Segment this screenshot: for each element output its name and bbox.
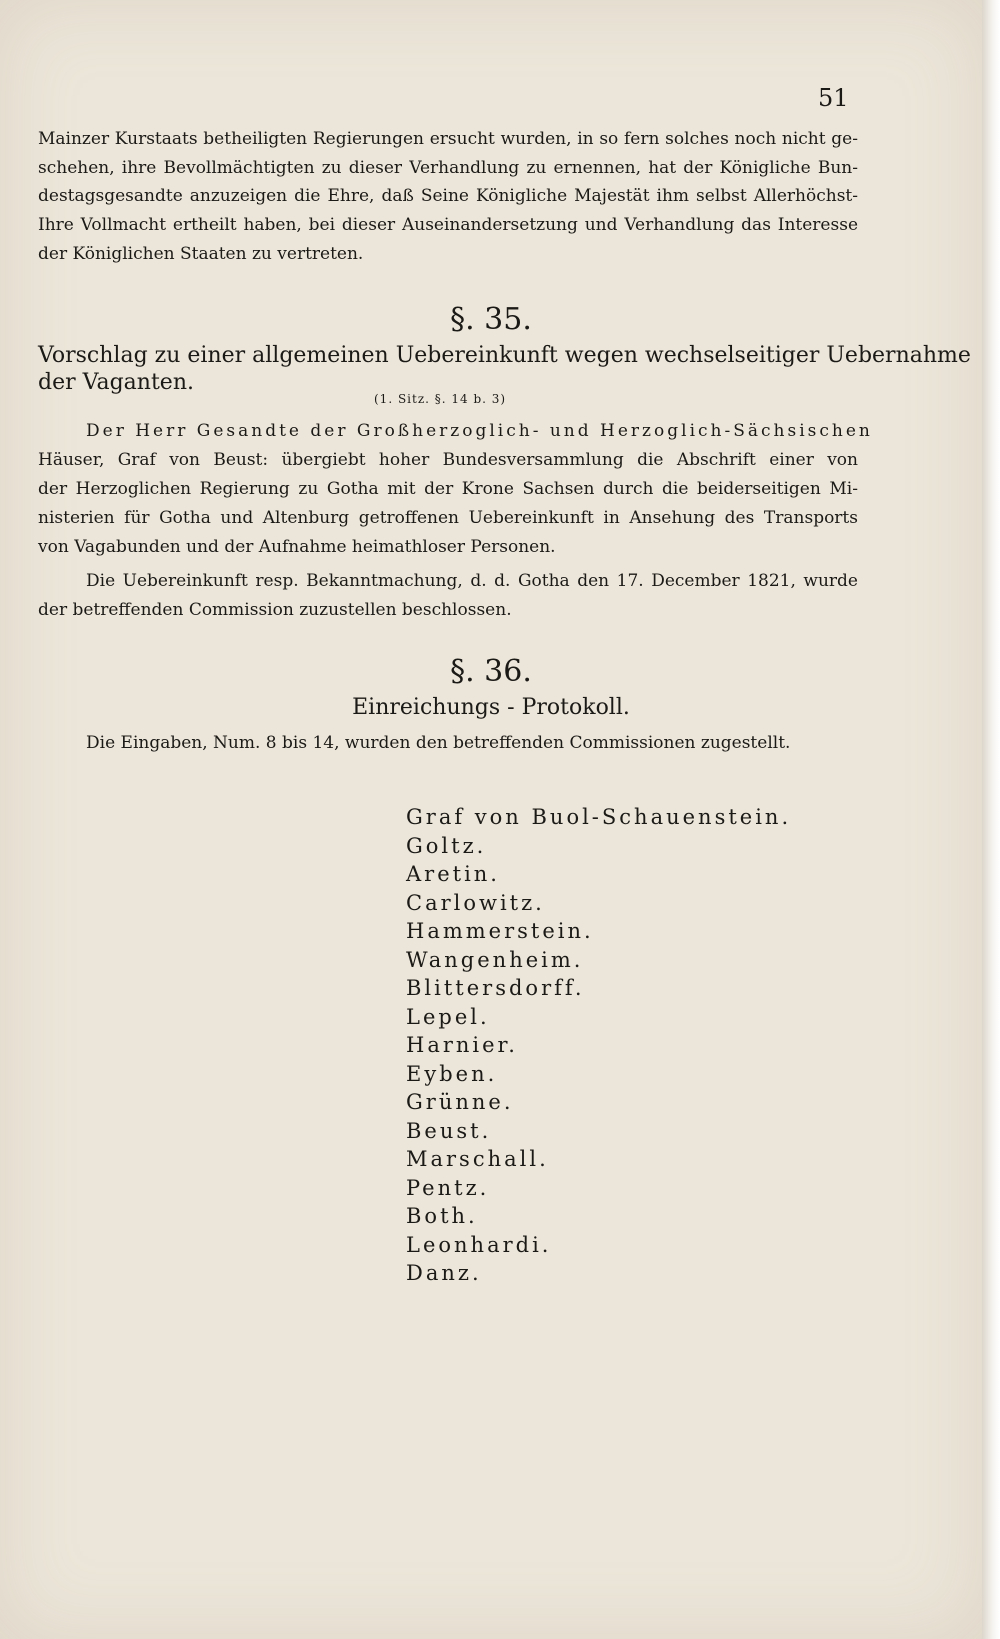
section-35-body-line-5: von Vagabunden und der Aufnahme heimathloser Personen. bbox=[38, 537, 556, 557]
intro-line-1: Mainzer Kurstaats betheiligten Regierungen ersucht wurden, in so fern solches noch nicht ge- bbox=[38, 129, 858, 149]
intro-line-3: destagsgesandte anzuzeigen die Ehre, daß Seine Königliche Majestät ihm selbst Allerhöchst- bbox=[38, 186, 858, 206]
signatory-name: Marschall. bbox=[406, 1147, 549, 1171]
signatory-list bbox=[406, 803, 791, 1288]
signatory-name: Graf von Buol-Schauenstein. bbox=[406, 805, 792, 829]
section-35-resolution-line-2: der betreffenden Commission zuzustellen beschlossen. bbox=[38, 600, 512, 620]
signatory-name: Lepel. bbox=[406, 1004, 490, 1029]
page-edge bbox=[982, 0, 1000, 1639]
section-35-resolution-line-1: Die Uebereinkunft resp. Bekanntmachung, d. d. Gotha den 17. December 1821, wurde bbox=[86, 571, 858, 591]
signatory-name: Pentz. bbox=[406, 1175, 490, 1200]
signatory-name: Wangenheim. bbox=[406, 947, 584, 972]
signatory-name: Leonhardi. bbox=[406, 1232, 552, 1257]
section-36-body: Die Eingaben, Num. 8 bis 14, wurden den betreffenden Commissionen zugestellt. bbox=[86, 733, 791, 753]
intro-line-4: Ihre Vollmacht ertheilt haben, bei dieser Auseinandersetzung und Verhandlung das Interesse bbox=[38, 215, 858, 235]
signatory-name: Beust. bbox=[406, 1118, 492, 1143]
signatory-name: Eyben. bbox=[406, 1061, 498, 1086]
section-35-body-line-1: Der Herr Gesandte der Großherzoglich- und Herzoglich-Sächsischen bbox=[86, 421, 873, 441]
signatory-name: Harnier. bbox=[406, 1033, 518, 1057]
signatory-name: Grünne. bbox=[406, 1090, 514, 1114]
signatory-name: Carlowitz. bbox=[406, 890, 545, 915]
section-35-heading: §. 35. bbox=[450, 302, 532, 337]
section-35-body-line-2: Häuser, Graf von Beust: übergiebt hoher Bundesversammlung die Abschrift einer von bbox=[38, 450, 858, 470]
section-35-title-line-2: der Vaganten. bbox=[38, 370, 194, 395]
signatory-name: Aretin. bbox=[406, 862, 500, 886]
page-number: 51 bbox=[818, 84, 849, 112]
intro-line-5: der Königlichen Staaten zu vertreten. bbox=[38, 244, 364, 264]
section-35-title-line-1: Vorschlag zu einer allgemeinen Uebereinkunft wegen wechselseitiger Uebernahme bbox=[38, 343, 971, 368]
intro-line-2: schehen, ihre Bevollmächtigten zu dieser Verhandlung zu ernennen, hat der Königliche Bun- bbox=[38, 158, 858, 178]
section-35-body-line-4: nisterien für Gotha und Altenburg getroffenen Uebereinkunft in Ansehung des Transports bbox=[38, 508, 858, 528]
section-36-title: Einreichungs - Protokoll. bbox=[352, 695, 630, 720]
section-36-heading: §. 36. bbox=[450, 654, 532, 689]
section-35-body-line-3: der Herzoglichen Regierung zu Gotha mit der Krone Sachsen durch die beiderseitigen Mi- bbox=[38, 479, 858, 499]
signatory-name: Both. bbox=[406, 1204, 478, 1228]
signatory-name: Blittersdorff. bbox=[406, 976, 585, 1000]
signatory-name: Danz. bbox=[406, 1261, 482, 1285]
signatory-name: Goltz. bbox=[406, 833, 487, 858]
section-35-reference: (1. Sitz. §. 14 b. 3) bbox=[374, 392, 507, 406]
signatory-name: Hammerstein. bbox=[406, 919, 594, 943]
